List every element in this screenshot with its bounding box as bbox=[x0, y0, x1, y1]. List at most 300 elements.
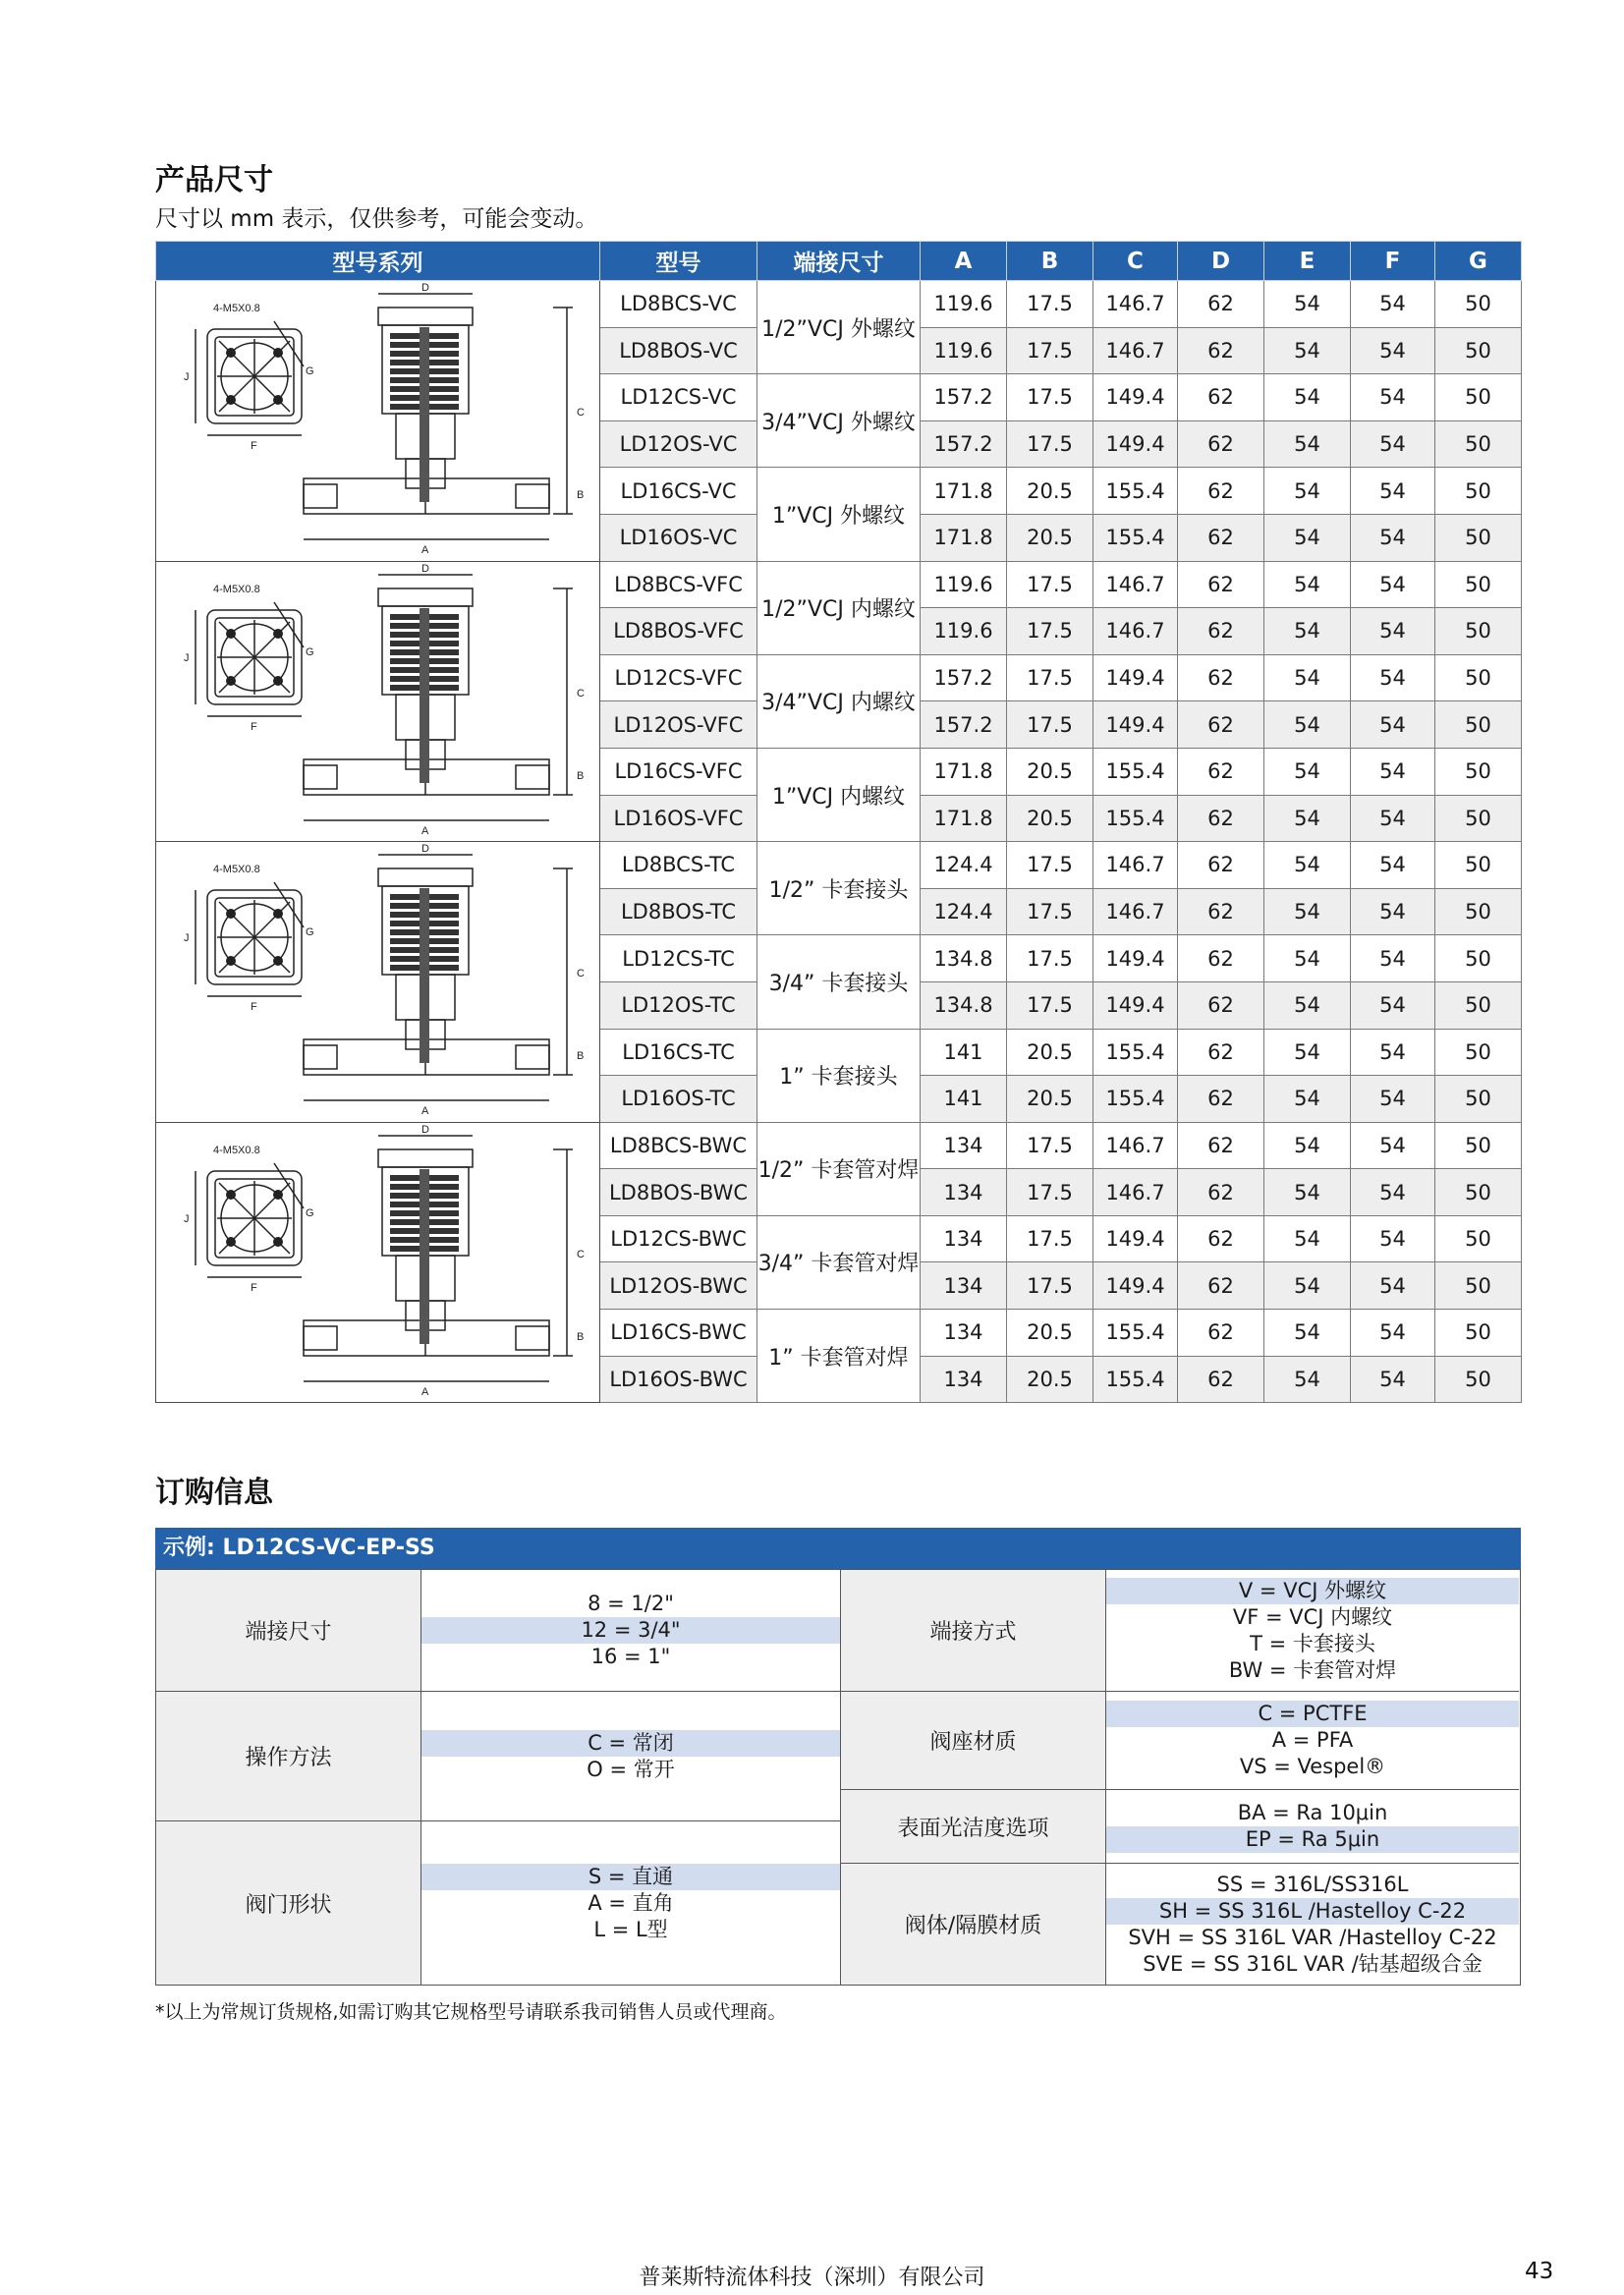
value-cell: 54 bbox=[1351, 608, 1435, 655]
company-name: 普莱斯特流体科技（深圳）有限公司 bbox=[639, 2266, 985, 2290]
model-cell: LD16CS-VFC bbox=[600, 748, 757, 795]
header-series: 型号系列 bbox=[156, 242, 600, 281]
valve-drawing-cell bbox=[156, 842, 600, 1123]
ordering-grid bbox=[155, 1569, 1521, 1986]
value-cell: 50 bbox=[1435, 795, 1522, 842]
value-cell: 50 bbox=[1435, 420, 1522, 468]
option-item: 16 = 1" bbox=[590, 1645, 671, 1668]
value-cell: 17.5 bbox=[1007, 981, 1093, 1029]
value-cell: 54 bbox=[1351, 561, 1435, 608]
value-cell: 50 bbox=[1435, 888, 1522, 935]
value-cell: 54 bbox=[1351, 1356, 1435, 1403]
svg-text:G: G bbox=[306, 926, 314, 939]
value-cell: 171.8 bbox=[921, 514, 1007, 561]
value-cell: 62 bbox=[1178, 748, 1264, 795]
connection-cell: 1”VCJ 内螺纹 bbox=[757, 748, 921, 841]
option-item: C = PCTFE bbox=[1106, 1701, 1519, 1727]
header-a: A bbox=[921, 242, 1007, 281]
value-cell: 62 bbox=[1178, 281, 1264, 328]
value-cell: 146.7 bbox=[1093, 281, 1178, 328]
value-cell: 62 bbox=[1178, 1262, 1264, 1310]
value-cell: 54 bbox=[1351, 1215, 1435, 1262]
valve-drawing-cell bbox=[156, 281, 600, 562]
option-item: BA = Ra 10μin bbox=[1237, 1801, 1388, 1824]
value-cell: 54 bbox=[1264, 888, 1351, 935]
value-cell: 20.5 bbox=[1007, 514, 1093, 561]
valve-drawing-cell bbox=[156, 1122, 600, 1403]
dimensions-header-row bbox=[156, 242, 1522, 281]
model-cell: LD12CS-BWC bbox=[600, 1215, 757, 1262]
model-cell: LD8BCS-VC bbox=[600, 281, 757, 328]
value-cell: 124.4 bbox=[921, 842, 1007, 889]
valve-drawing bbox=[156, 843, 596, 1120]
svg-text:D: D bbox=[421, 1123, 429, 1136]
svg-text:J: J bbox=[184, 651, 190, 664]
header-e: E bbox=[1264, 242, 1351, 281]
value-cell: 50 bbox=[1435, 327, 1522, 374]
value-cell: 54 bbox=[1264, 1029, 1351, 1076]
value-cell: 155.4 bbox=[1093, 468, 1178, 515]
value-cell: 54 bbox=[1351, 1122, 1435, 1169]
value-cell: 62 bbox=[1178, 795, 1264, 842]
svg-text:B: B bbox=[577, 489, 585, 502]
value-cell: 54 bbox=[1264, 1169, 1351, 1216]
seat-material-label: 阀座材质 bbox=[841, 1692, 1106, 1790]
value-cell: 149.4 bbox=[1093, 654, 1178, 701]
value-cell: 134 bbox=[921, 1310, 1007, 1357]
svg-text:C: C bbox=[577, 1248, 585, 1260]
value-cell: 62 bbox=[1178, 1122, 1264, 1169]
operation-label: 操作方法 bbox=[156, 1692, 421, 1821]
value-cell: 54 bbox=[1264, 608, 1351, 655]
svg-text:F: F bbox=[251, 440, 257, 453]
svg-text:F: F bbox=[251, 720, 257, 733]
svg-text:C: C bbox=[577, 687, 585, 700]
value-cell: 20.5 bbox=[1007, 1310, 1093, 1357]
dimensions-title: 产品尺寸 bbox=[155, 163, 273, 197]
option-item: 12 = 3/4" bbox=[421, 1617, 840, 1644]
value-cell: 17.5 bbox=[1007, 1262, 1093, 1310]
end-type-options bbox=[1106, 1570, 1519, 1692]
svg-text:D: D bbox=[421, 562, 429, 575]
connection-cell: 1” 卡套接头 bbox=[757, 1029, 921, 1122]
value-cell: 17.5 bbox=[1007, 654, 1093, 701]
dimensions-table bbox=[155, 241, 1522, 1403]
drawing-label: 4-M5X0.8 bbox=[213, 864, 260, 876]
svg-text:B: B bbox=[577, 1330, 585, 1343]
model-cell: LD8BCS-BWC bbox=[600, 1122, 757, 1169]
value-cell: 50 bbox=[1435, 701, 1522, 749]
value-cell: 50 bbox=[1435, 1076, 1522, 1123]
value-cell: 54 bbox=[1264, 420, 1351, 468]
valve-shape-label: 阀门形状 bbox=[156, 1821, 421, 1985]
value-cell: 62 bbox=[1178, 608, 1264, 655]
value-cell: 50 bbox=[1435, 981, 1522, 1029]
value-cell: 50 bbox=[1435, 1029, 1522, 1076]
value-cell: 50 bbox=[1435, 514, 1522, 561]
value-cell: 149.4 bbox=[1093, 1262, 1178, 1310]
value-cell: 54 bbox=[1351, 935, 1435, 982]
model-cell: LD12CS-TC bbox=[600, 935, 757, 982]
value-cell: 17.5 bbox=[1007, 842, 1093, 889]
value-cell: 17.5 bbox=[1007, 701, 1093, 749]
value-cell: 54 bbox=[1351, 795, 1435, 842]
svg-text:G: G bbox=[306, 365, 314, 378]
value-cell: 62 bbox=[1178, 420, 1264, 468]
value-cell: 17.5 bbox=[1007, 327, 1093, 374]
value-cell: 20.5 bbox=[1007, 1076, 1093, 1123]
value-cell: 54 bbox=[1351, 701, 1435, 749]
header-model: 型号 bbox=[600, 242, 757, 281]
value-cell: 62 bbox=[1178, 1169, 1264, 1216]
value-cell: 124.4 bbox=[921, 888, 1007, 935]
svg-text:D: D bbox=[421, 843, 429, 856]
value-cell: 50 bbox=[1435, 1215, 1522, 1262]
surface-finish-options bbox=[1106, 1790, 1519, 1864]
dimensions-body bbox=[156, 281, 1522, 1403]
header-c: C bbox=[1093, 242, 1178, 281]
value-cell: 17.5 bbox=[1007, 374, 1093, 421]
value-cell: 155.4 bbox=[1093, 795, 1178, 842]
surface-finish-label: 表面光洁度选项 bbox=[841, 1790, 1106, 1864]
value-cell: 146.7 bbox=[1093, 561, 1178, 608]
value-cell: 62 bbox=[1178, 468, 1264, 515]
value-cell: 141 bbox=[921, 1029, 1007, 1076]
value-cell: 62 bbox=[1178, 654, 1264, 701]
connection-cell: 1/2” 卡套接头 bbox=[757, 842, 921, 935]
value-cell: 54 bbox=[1351, 748, 1435, 795]
value-cell: 54 bbox=[1264, 981, 1351, 1029]
value-cell: 155.4 bbox=[1093, 1356, 1178, 1403]
value-cell: 20.5 bbox=[1007, 795, 1093, 842]
value-cell: 54 bbox=[1351, 420, 1435, 468]
header-g: G bbox=[1435, 242, 1522, 281]
valve-drawing-cell bbox=[156, 561, 600, 842]
option-item: V = VCJ 外螺纹 bbox=[1106, 1578, 1519, 1604]
value-cell: 119.6 bbox=[921, 561, 1007, 608]
model-cell: LD16OS-TC bbox=[600, 1076, 757, 1123]
value-cell: 54 bbox=[1264, 468, 1351, 515]
drawing-label: 4-M5X0.8 bbox=[213, 303, 260, 315]
value-cell: 54 bbox=[1351, 888, 1435, 935]
option-item: A = PFA bbox=[1271, 1728, 1354, 1752]
value-cell: 20.5 bbox=[1007, 468, 1093, 515]
end-type-label: 端接方式 bbox=[841, 1570, 1106, 1692]
option-item: O = 常开 bbox=[587, 1757, 675, 1781]
value-cell: 17.5 bbox=[1007, 281, 1093, 328]
drawing-label: 4-M5X0.8 bbox=[213, 583, 260, 595]
value-cell: 54 bbox=[1264, 1310, 1351, 1357]
value-cell: 54 bbox=[1264, 561, 1351, 608]
svg-text:J: J bbox=[184, 1212, 190, 1225]
value-cell: 155.4 bbox=[1093, 1310, 1178, 1357]
seat-material-options bbox=[1106, 1692, 1519, 1790]
connection-cell: 3/4”VCJ 内螺纹 bbox=[757, 654, 921, 748]
option-item: A = 直角 bbox=[588, 1890, 674, 1915]
connection-cell: 1/2”VCJ 外螺纹 bbox=[757, 281, 921, 374]
svg-text:A: A bbox=[421, 824, 429, 837]
value-cell: 146.7 bbox=[1093, 842, 1178, 889]
model-cell: LD16CS-BWC bbox=[600, 1310, 757, 1357]
value-cell: 20.5 bbox=[1007, 1029, 1093, 1076]
value-cell: 54 bbox=[1351, 1076, 1435, 1123]
value-cell: 62 bbox=[1178, 701, 1264, 749]
option-item: SVH = SS 316L VAR /Hastelloy C-22 bbox=[1128, 1925, 1497, 1949]
value-cell: 157.2 bbox=[921, 654, 1007, 701]
value-cell: 134 bbox=[921, 1356, 1007, 1403]
value-cell: 17.5 bbox=[1007, 561, 1093, 608]
svg-text:D: D bbox=[421, 282, 429, 295]
value-cell: 50 bbox=[1435, 1122, 1522, 1169]
value-cell: 54 bbox=[1351, 281, 1435, 328]
option-item: SS = 316L/SS316L bbox=[1216, 1872, 1409, 1896]
value-cell: 146.7 bbox=[1093, 327, 1178, 374]
footnote: *以上为常规订货规格,如需订购其它规格型号请联系我司销售人员或代理商。 bbox=[155, 2001, 787, 2023]
value-cell: 149.4 bbox=[1093, 1215, 1178, 1262]
value-cell: 171.8 bbox=[921, 795, 1007, 842]
value-cell: 119.6 bbox=[921, 608, 1007, 655]
value-cell: 146.7 bbox=[1093, 1122, 1178, 1169]
value-cell: 134 bbox=[921, 1169, 1007, 1216]
body-material-label: 阀体/隔膜材质 bbox=[841, 1864, 1106, 1985]
value-cell: 54 bbox=[1264, 795, 1351, 842]
model-cell: LD8BOS-VC bbox=[600, 327, 757, 374]
connection-cell: 1/2”VCJ 内螺纹 bbox=[757, 561, 921, 654]
table-row bbox=[156, 842, 1522, 889]
connection-cell: 1” 卡套管对焊 bbox=[757, 1310, 921, 1403]
page-number: 43 bbox=[1525, 2259, 1554, 2284]
model-cell: LD16OS-VC bbox=[600, 514, 757, 561]
model-cell: LD12OS-BWC bbox=[600, 1262, 757, 1310]
value-cell: 62 bbox=[1178, 561, 1264, 608]
svg-text:J: J bbox=[184, 371, 190, 384]
value-cell: 157.2 bbox=[921, 420, 1007, 468]
model-cell: LD8BOS-BWC bbox=[600, 1169, 757, 1216]
value-cell: 54 bbox=[1264, 514, 1351, 561]
value-cell: 155.4 bbox=[1093, 514, 1178, 561]
option-item: S = 直通 bbox=[421, 1864, 840, 1890]
value-cell: 146.7 bbox=[1093, 1169, 1178, 1216]
value-cell: 62 bbox=[1178, 935, 1264, 982]
table-row bbox=[156, 281, 1522, 328]
value-cell: 62 bbox=[1178, 1215, 1264, 1262]
model-cell: LD8BOS-TC bbox=[600, 888, 757, 935]
model-cell: LD8BOS-VFC bbox=[600, 608, 757, 655]
value-cell: 171.8 bbox=[921, 468, 1007, 515]
value-cell: 50 bbox=[1435, 281, 1522, 328]
model-cell: LD16OS-BWC bbox=[600, 1356, 757, 1403]
value-cell: 54 bbox=[1351, 468, 1435, 515]
svg-text:B: B bbox=[577, 769, 585, 782]
header-f: F bbox=[1351, 242, 1435, 281]
option-item: EP = Ra 5μin bbox=[1106, 1826, 1519, 1853]
value-cell: 50 bbox=[1435, 1169, 1522, 1216]
value-cell: 54 bbox=[1264, 842, 1351, 889]
value-cell: 62 bbox=[1178, 1356, 1264, 1403]
value-cell: 62 bbox=[1178, 514, 1264, 561]
svg-text:B: B bbox=[577, 1050, 585, 1063]
value-cell: 149.4 bbox=[1093, 420, 1178, 468]
value-cell: 50 bbox=[1435, 468, 1522, 515]
model-cell: LD8BCS-VFC bbox=[600, 561, 757, 608]
model-cell: LD16CS-VC bbox=[600, 468, 757, 515]
value-cell: 119.6 bbox=[921, 327, 1007, 374]
svg-text:C: C bbox=[577, 968, 585, 980]
value-cell: 54 bbox=[1264, 281, 1351, 328]
value-cell: 54 bbox=[1264, 1122, 1351, 1169]
ordering-title: 订购信息 bbox=[155, 1476, 273, 1510]
option-item: SH = SS 316L /Hastelloy C-22 bbox=[1106, 1898, 1519, 1925]
value-cell: 149.4 bbox=[1093, 374, 1178, 421]
svg-text:A: A bbox=[421, 1385, 429, 1398]
value-cell: 62 bbox=[1178, 1076, 1264, 1123]
value-cell: 54 bbox=[1351, 1169, 1435, 1216]
body-material-options bbox=[1106, 1864, 1519, 1985]
option-item: VF = VCJ 内螺纹 bbox=[1232, 1604, 1393, 1629]
value-cell: 50 bbox=[1435, 654, 1522, 701]
value-cell: 17.5 bbox=[1007, 1122, 1093, 1169]
value-cell: 54 bbox=[1264, 1076, 1351, 1123]
value-cell: 149.4 bbox=[1093, 981, 1178, 1029]
value-cell: 17.5 bbox=[1007, 888, 1093, 935]
end-size-options bbox=[421, 1570, 841, 1692]
option-item: 8 = 1/2" bbox=[588, 1592, 674, 1615]
header-d: D bbox=[1178, 242, 1264, 281]
valve-drawing bbox=[156, 282, 596, 559]
value-cell: 62 bbox=[1178, 374, 1264, 421]
value-cell: 171.8 bbox=[921, 748, 1007, 795]
value-cell: 54 bbox=[1351, 1262, 1435, 1310]
value-cell: 54 bbox=[1264, 1262, 1351, 1310]
value-cell: 54 bbox=[1264, 701, 1351, 749]
model-cell: LD12OS-TC bbox=[600, 981, 757, 1029]
value-cell: 50 bbox=[1435, 1310, 1522, 1357]
value-cell: 62 bbox=[1178, 1029, 1264, 1076]
value-cell: 17.5 bbox=[1007, 1215, 1093, 1262]
value-cell: 141 bbox=[921, 1076, 1007, 1123]
drawing-label: 4-M5X0.8 bbox=[213, 1144, 260, 1156]
value-cell: 20.5 bbox=[1007, 748, 1093, 795]
option-item: VS = Vespel® bbox=[1239, 1755, 1386, 1778]
model-cell: LD16CS-TC bbox=[600, 1029, 757, 1076]
value-cell: 149.4 bbox=[1093, 935, 1178, 982]
svg-text:A: A bbox=[421, 1105, 429, 1118]
value-cell: 54 bbox=[1351, 1029, 1435, 1076]
value-cell: 17.5 bbox=[1007, 1169, 1093, 1216]
value-cell: 54 bbox=[1264, 327, 1351, 374]
value-cell: 157.2 bbox=[921, 701, 1007, 749]
model-cell: LD8BCS-TC bbox=[600, 842, 757, 889]
value-cell: 54 bbox=[1351, 1310, 1435, 1357]
value-cell: 54 bbox=[1351, 981, 1435, 1029]
value-cell: 54 bbox=[1264, 935, 1351, 982]
value-cell: 54 bbox=[1264, 374, 1351, 421]
value-cell: 50 bbox=[1435, 608, 1522, 655]
svg-text:J: J bbox=[184, 932, 190, 945]
value-cell: 149.4 bbox=[1093, 701, 1178, 749]
value-cell: 50 bbox=[1435, 561, 1522, 608]
value-cell: 62 bbox=[1178, 842, 1264, 889]
table-row bbox=[156, 561, 1522, 608]
value-cell: 134 bbox=[921, 1262, 1007, 1310]
value-cell: 54 bbox=[1264, 748, 1351, 795]
value-cell: 54 bbox=[1351, 327, 1435, 374]
value-cell: 157.2 bbox=[921, 374, 1007, 421]
connection-cell: 1”VCJ 外螺纹 bbox=[757, 468, 921, 561]
connection-cell: 3/4” 卡套接头 bbox=[757, 935, 921, 1029]
operation-options bbox=[421, 1692, 841, 1821]
header-connection: 端接尺寸 bbox=[757, 242, 921, 281]
value-cell: 50 bbox=[1435, 1356, 1522, 1403]
value-cell: 54 bbox=[1351, 374, 1435, 421]
value-cell: 62 bbox=[1178, 1310, 1264, 1357]
value-cell: 62 bbox=[1178, 327, 1264, 374]
table-row bbox=[156, 1122, 1522, 1169]
option-item: L = L型 bbox=[593, 1917, 668, 1941]
svg-text:F: F bbox=[251, 1281, 257, 1294]
connection-cell: 3/4” 卡套管对焊 bbox=[757, 1215, 921, 1309]
svg-text:A: A bbox=[421, 544, 429, 557]
value-cell: 155.4 bbox=[1093, 748, 1178, 795]
model-cell: LD12OS-VFC bbox=[600, 701, 757, 749]
model-cell: LD12CS-VC bbox=[600, 374, 757, 421]
dimensions-subtitle: 尺寸以 mm 表示，仅供参考，可能会变动。 bbox=[155, 206, 598, 232]
value-cell: 54 bbox=[1264, 1215, 1351, 1262]
model-cell: LD16OS-VFC bbox=[600, 795, 757, 842]
end-size-label: 端接尺寸 bbox=[156, 1570, 421, 1692]
value-cell: 54 bbox=[1351, 654, 1435, 701]
option-item: T = 卡套接头 bbox=[1250, 1631, 1375, 1655]
value-cell: 50 bbox=[1435, 1262, 1522, 1310]
value-cell: 146.7 bbox=[1093, 608, 1178, 655]
value-cell: 20.5 bbox=[1007, 1356, 1093, 1403]
option-item: SVE = SS 316L VAR /钴基超级合金 bbox=[1143, 1951, 1483, 1976]
value-cell: 17.5 bbox=[1007, 420, 1093, 468]
value-cell: 17.5 bbox=[1007, 608, 1093, 655]
value-cell: 54 bbox=[1264, 654, 1351, 701]
value-cell: 50 bbox=[1435, 748, 1522, 795]
value-cell: 62 bbox=[1178, 888, 1264, 935]
option-item: C = 常闭 bbox=[421, 1730, 840, 1757]
value-cell: 54 bbox=[1351, 842, 1435, 889]
value-cell: 50 bbox=[1435, 842, 1522, 889]
value-cell: 54 bbox=[1351, 514, 1435, 561]
value-cell: 134 bbox=[921, 1215, 1007, 1262]
value-cell: 119.6 bbox=[921, 281, 1007, 328]
svg-text:F: F bbox=[251, 1001, 257, 1014]
value-cell: 50 bbox=[1435, 374, 1522, 421]
value-cell: 146.7 bbox=[1093, 888, 1178, 935]
value-cell: 62 bbox=[1178, 981, 1264, 1029]
value-cell: 155.4 bbox=[1093, 1076, 1178, 1123]
value-cell: 134.8 bbox=[921, 935, 1007, 982]
value-cell: 17.5 bbox=[1007, 935, 1093, 982]
valve-shape-options bbox=[421, 1821, 841, 1985]
ordering-example: 示例: LD12CS-VC-EP-SS bbox=[155, 1528, 1521, 1569]
svg-text:C: C bbox=[577, 407, 585, 420]
model-cell: LD12OS-VC bbox=[600, 420, 757, 468]
connection-cell: 1/2” 卡套管对焊 bbox=[757, 1122, 921, 1215]
model-cell: LD12CS-VFC bbox=[600, 654, 757, 701]
value-cell: 50 bbox=[1435, 935, 1522, 982]
svg-text:G: G bbox=[306, 645, 314, 658]
valve-drawing bbox=[156, 563, 596, 840]
value-cell: 134.8 bbox=[921, 981, 1007, 1029]
value-cell: 155.4 bbox=[1093, 1029, 1178, 1076]
svg-text:G: G bbox=[306, 1206, 314, 1219]
value-cell: 54 bbox=[1264, 1356, 1351, 1403]
value-cell: 134 bbox=[921, 1122, 1007, 1169]
